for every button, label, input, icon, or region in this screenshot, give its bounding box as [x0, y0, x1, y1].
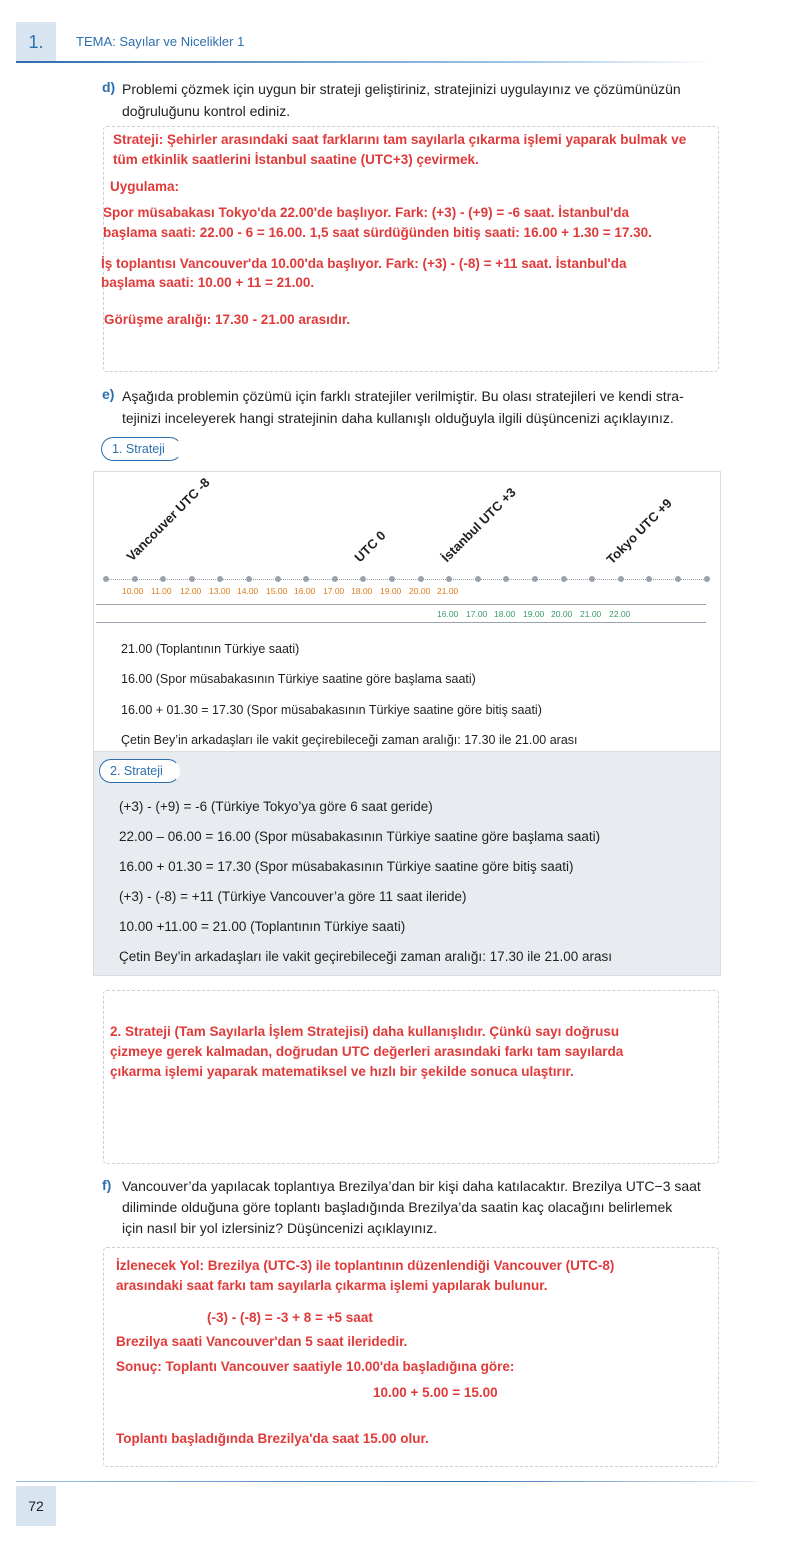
strategy-line-1: Strateji: Şehirler arasındaki saat farklarını tam sayılarla çıkarma işlemi yaparak bulmak ve	[113, 132, 687, 147]
strategy-2-line: (+3) - (-8) = +11 (Türkiye Vancouver’a göre 11 saat ileride)	[119, 889, 467, 904]
tick-bottom: 19.00	[523, 609, 545, 619]
tick-bottom: 22.00	[609, 609, 631, 619]
tick-top: 17.00	[323, 586, 345, 596]
answer-f-result: Sonuç: Toplantı Vancouver saatiyle 10.00'da başladığına göre:	[116, 1359, 515, 1374]
number-line-dot	[561, 576, 567, 582]
tick-bottom: 20.00	[551, 609, 573, 619]
tick-bottom: 18.00	[494, 609, 516, 619]
tick-bottom: 21.00	[580, 609, 602, 619]
answer-e-line-1: 2. Strateji (Tam Sayılarla İşlem Stratejisi) daha kullanışlıdır. Çünkü sayı doğrusu	[110, 1024, 620, 1039]
meeting-range: Görüşme aralığı: 17.30 - 21.00 arasıdır.	[104, 312, 351, 327]
number-line-dot	[332, 576, 338, 582]
apply-title: Uygulama:	[110, 179, 180, 194]
number-line-dot	[475, 576, 481, 582]
tick-top: 21.00	[437, 586, 459, 596]
number-line-dot	[704, 576, 710, 582]
zone-istanbul: İstanbul UTC +3	[438, 484, 519, 565]
number-line-dot	[418, 576, 424, 582]
question-e-line-1: Aşağıda problemin çözümü için farklı stratejiler verilmiştir. Bu olası stratejileri ve kendi stra-	[122, 388, 684, 404]
divider-line	[96, 622, 706, 623]
question-e-label: e)	[102, 386, 115, 402]
meeting-line-2: başlama saati: 10.00 + 11 = 21.00.	[101, 275, 315, 290]
number-line-dot	[246, 576, 252, 582]
strategy-1-line: 16.00 + 01.30 = 17.30 (Spor müsabakasının Türkiye saatine göre bitiş saati)	[121, 703, 542, 717]
question-d-label: d)	[102, 79, 116, 95]
tick-top: 15.00	[266, 586, 288, 596]
number-line-dot	[618, 576, 624, 582]
strategy-2-line: (+3) - (+9) = -6 (Türkiye Tokyo’ya göre 6 saat geride)	[119, 799, 433, 814]
answer-e-line-3: çıkarma işlemi yaparak matematiksel ve hızlı bir şekilde sonuca ulaştırır.	[110, 1064, 574, 1079]
number-line-dot	[132, 576, 138, 582]
question-f-line-2: diliminde olduğuna göre toplantı başladığında Brezilya’da saatin kaç olacağını belirlemek	[122, 1199, 673, 1215]
number-line-dot	[532, 576, 538, 582]
tick-bottom: 17.00	[466, 609, 488, 619]
footer-rule	[16, 1481, 756, 1482]
chapter-number: 1.	[28, 32, 44, 52]
answer-f-calc: (-3) - (-8) = -3 + 8 = +5 saat	[207, 1310, 373, 1325]
question-d-line-1: Problemi çözmek için uygun bir strateji geliştiriniz, stratejinizi uygulayınız ve çözümünüzün	[122, 81, 681, 97]
tick-top: 12.00	[180, 586, 202, 596]
question-f-line-3: için nasıl bir yol izlersiniz? Düşüncenizi açıklayınız.	[122, 1220, 438, 1236]
sport-line-2: başlama saati: 22.00 - 6 = 16.00. 1,5 saat sürdüğünden bitiş saati: 16.00 + 1.30 = 17.30.	[103, 225, 652, 240]
strategy-2-line: 10.00 +11.00 = 21.00 (Toplantının Türkiye saati)	[119, 919, 406, 934]
strategy-line-2: tüm etkinlik saatlerini İstanbul saatine (UTC+3) çevirmek.	[113, 152, 479, 167]
number-line	[106, 579, 706, 580]
question-d-line-2: doğruluğunu kontrol ediniz.	[122, 103, 291, 119]
page-number: 72	[28, 1498, 44, 1514]
tick-top: 20.00	[409, 586, 431, 596]
answer-f-sum: 10.00 + 5.00 = 15.00	[373, 1385, 498, 1400]
tick-top: 10.00	[122, 586, 144, 596]
strategy-1-line: Çetin Bey’in arkadaşları ile vakit geçirebileceği zaman aralığı: 17.30 ile 21.00 arası	[121, 733, 578, 747]
strategy-2-line: 22.00 – 06.00 = 16.00 (Spor müsabakasının Türkiye saatine göre başlama saati)	[119, 829, 601, 844]
number-line-dot	[389, 576, 395, 582]
answer-f-path-1: İzlenecek Yol: Brezilya (UTC-3) ile toplantının düzenlendiği Vancouver (UTC-8)	[116, 1258, 615, 1273]
tick-top: 11.00	[151, 586, 172, 596]
divider-line	[96, 604, 706, 605]
question-e-line-2: tejinizi inceleyerek hangi stratejinin daha kullanışlı olduğuyla ilgili düşüncenizi açıklayınız.	[122, 410, 674, 426]
zone-vancouver: Vancouver UTC -8	[123, 474, 213, 564]
strategy-2-line: 16.00 + 01.30 = 17.30 (Spor müsabakasının Türkiye saatine göre bitiş saati)	[119, 859, 574, 874]
number-line-dot	[103, 576, 109, 582]
tick-top: 13.00	[209, 586, 231, 596]
zone-tokyo: Tokyo UTC +9	[603, 495, 675, 567]
tick-top: 18.00	[351, 586, 373, 596]
number-line-dot	[675, 576, 681, 582]
sport-line-1: Spor müsabakası Tokyo'da 22.00'de başlıyor. Fark: (+3) - (+9) = -6 saat. İstanbul'da	[103, 205, 629, 220]
answer-e-line-2: çizmeye gerek kalmadan, doğrudan UTC değerleri arasındaki farkı tam sayılarda	[110, 1044, 624, 1059]
tick-top: 14.00	[237, 586, 259, 596]
meeting-line-1: İş toplantısı Vancouver'da 10.00'da başlıyor. Fark: (+3) - (-8) = +11 saat. İstanbul'da	[101, 256, 627, 271]
strategy-1-line: 21.00 (Toplantının Türkiye saati)	[121, 642, 300, 656]
answer-f-final: Toplantı başladığında Brezilya'da saat 15.00 olur.	[116, 1431, 429, 1446]
answer-f-ahead: Brezilya saati Vancouver'dan 5 saat ileridedir.	[116, 1334, 408, 1349]
tick-bottom: 16.00	[437, 609, 459, 619]
strategy-2-line: Çetin Bey’in arkadaşları ile vakit geçirebileceği zaman aralığı: 17.30 ile 21.00 arası	[119, 949, 613, 964]
strategy-1-line: 16.00 (Spor müsabakasının Türkiye saatine göre başlama saati)	[121, 672, 476, 686]
answer-f-path-2: arasındaki saat farkı tam sayılarla çıkarma işlemi yapılarak bulunur.	[116, 1278, 548, 1293]
header-rule	[16, 61, 716, 63]
question-f-label: f)	[102, 1177, 112, 1193]
tick-top: 19.00	[380, 586, 402, 596]
zone-utc0: UTC 0	[351, 527, 389, 565]
strategy-2-tag: 2. Strateji	[99, 759, 180, 783]
theme-title: TEMA: Sayılar ve Nicelikler 1	[76, 34, 245, 49]
tick-top: 16.00	[294, 586, 316, 596]
question-f-line-1: Vancouver’da yapılacak toplantıya Brezilya’dan bir kişi daha katılacaktır. Brezilya UTC−3 saat	[122, 1178, 701, 1194]
strategy-1-tag: 1. Strateji	[101, 437, 182, 461]
number-line-dot	[189, 576, 195, 582]
number-line-dot	[275, 576, 281, 582]
